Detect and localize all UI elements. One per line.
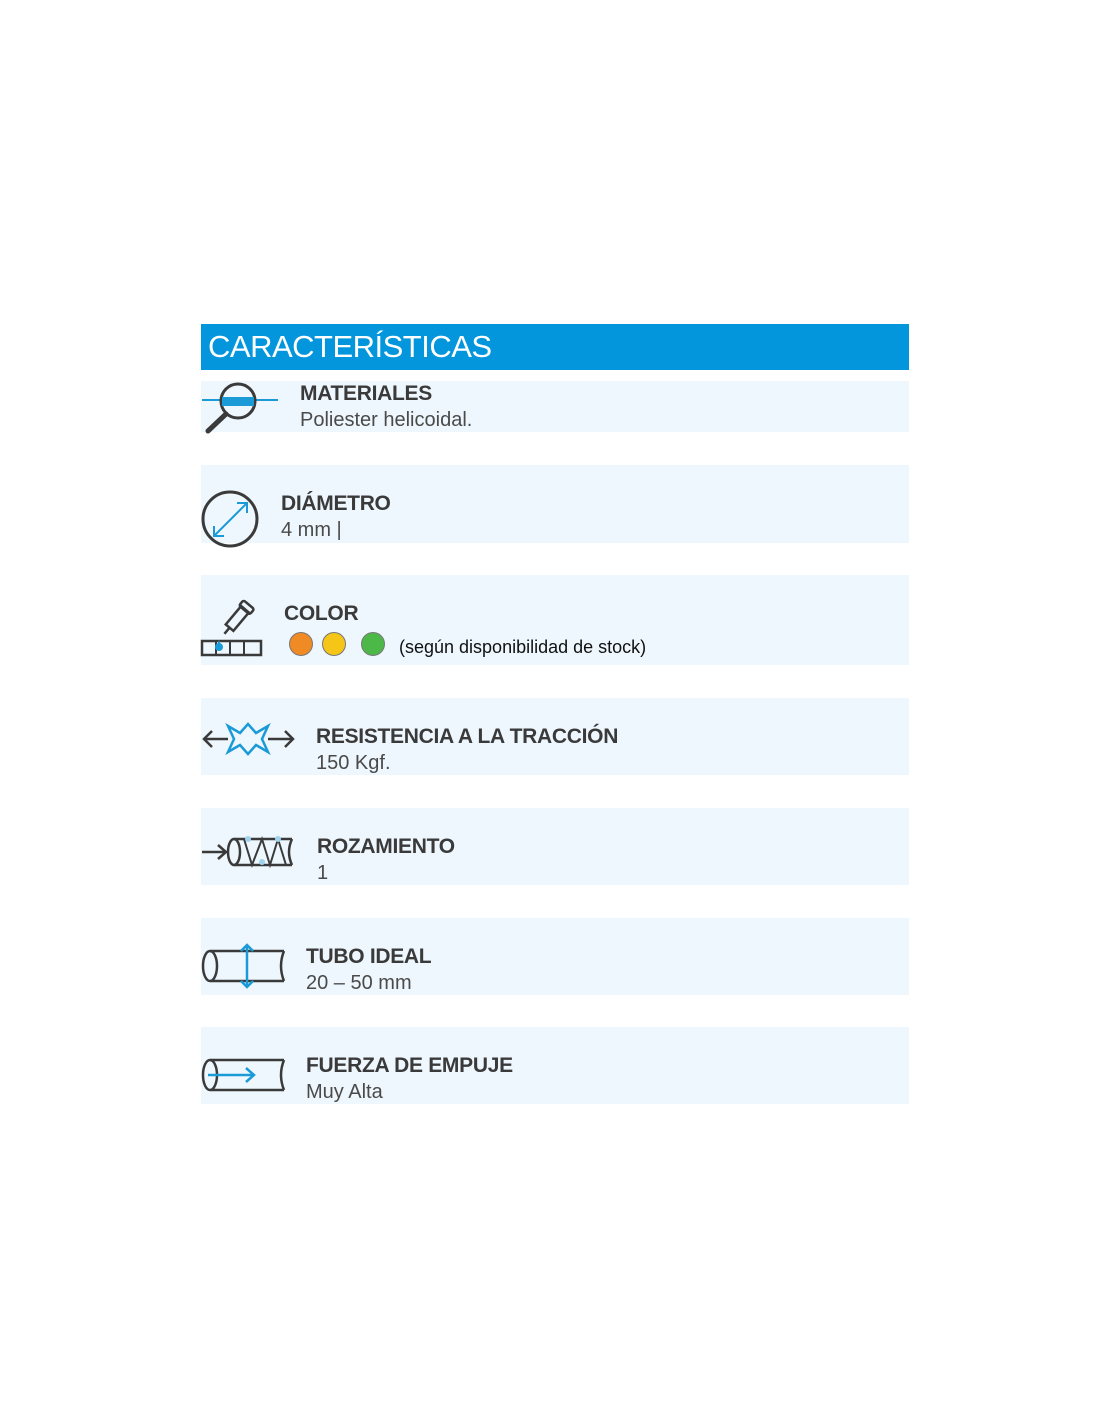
dropper-icon: [200, 598, 264, 660]
feature-title: FUERZA DE EMPUJE: [306, 1054, 513, 1077]
color-swatch-yellow: [322, 632, 346, 656]
push-force-icon: [200, 1052, 290, 1098]
tension-icon: [200, 720, 298, 758]
feature-value: Muy Alta: [306, 1081, 383, 1103]
feature-title: RESISTENCIA A LA TRACCIÓN: [316, 725, 619, 748]
feature-title: MATERIALES: [300, 382, 432, 405]
feature-title: COLOR: [284, 602, 359, 625]
feature-value: Poliester helicoidal.: [300, 409, 473, 431]
feature-value: 150 Kgf.: [316, 752, 391, 774]
feature-title: TUBO IDEAL: [306, 945, 432, 968]
feature-row-rozamiento: [201, 808, 909, 885]
section-title: CARACTERÍSTICAS: [208, 329, 492, 364]
magnifier-icon: [200, 380, 282, 436]
friction-icon: [200, 832, 300, 872]
color-swatch-orange: [289, 632, 313, 656]
color-stock-note: (según disponibilidad de stock): [399, 637, 647, 657]
feature-value: 20 – 50 mm: [306, 972, 412, 994]
color-swatch-green: [361, 632, 385, 656]
section-header: [201, 324, 909, 370]
feature-title: ROZAMIENTO: [317, 835, 455, 858]
feature-value: 4 mm |: [281, 519, 342, 541]
feature-title: DIÁMETRO: [281, 492, 391, 515]
tube-diameter-icon: [200, 942, 290, 990]
feature-value: 1: [317, 862, 329, 884]
diameter-icon: [200, 488, 262, 550]
